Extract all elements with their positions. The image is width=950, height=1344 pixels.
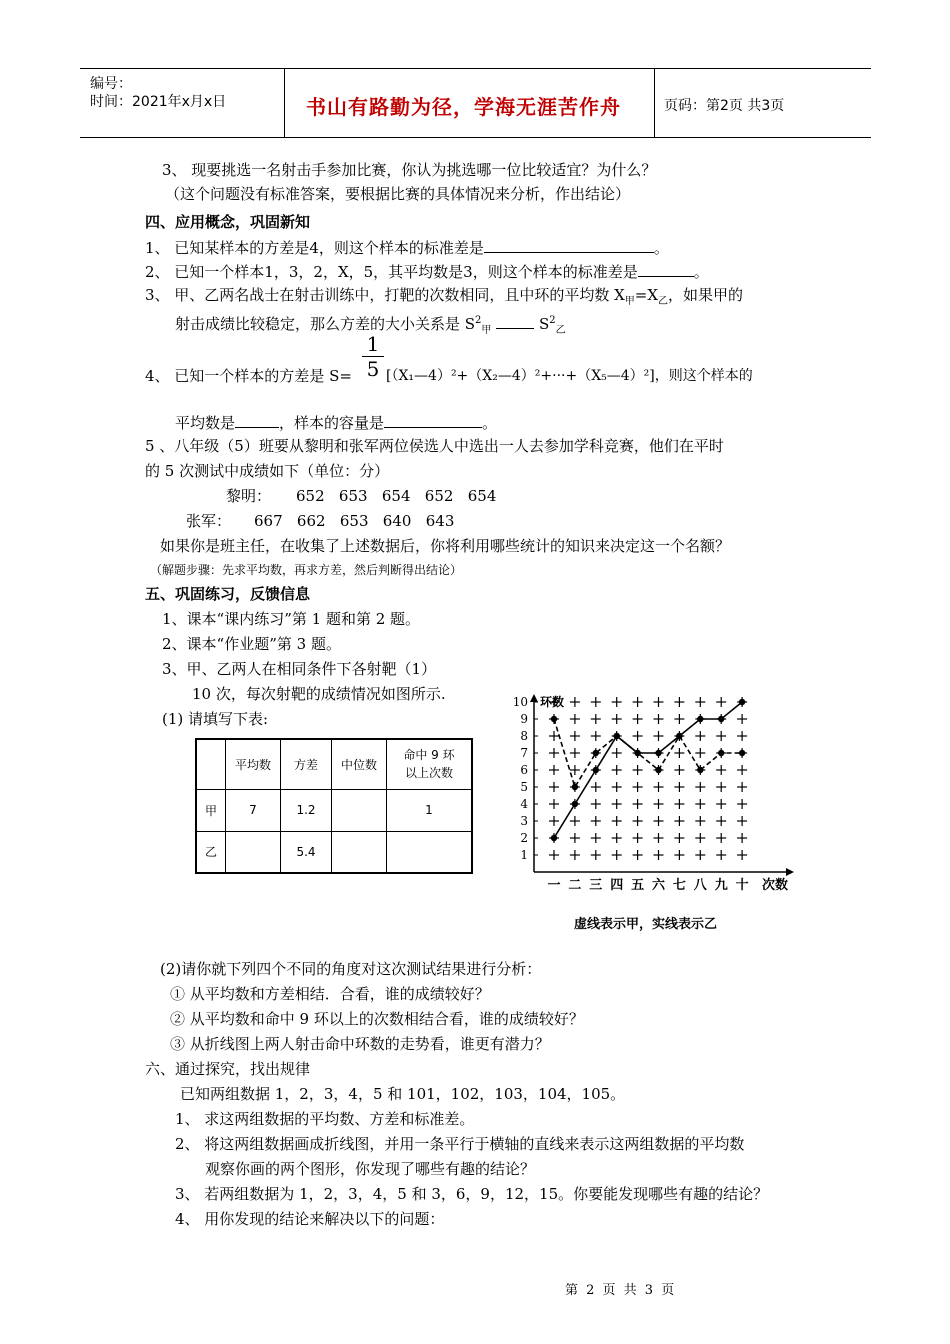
data-point-甲	[593, 750, 599, 756]
question-3: 3、 现要挑选一名射击手参加比赛，你认为挑选哪一位比较适宜？为什么？	[162, 161, 657, 179]
x-tick-label: 五	[631, 878, 645, 893]
answer-blank[interactable]	[496, 312, 534, 329]
s5-point-1: ① 从平均数和方差相结．合看，谁的成绩较好？	[170, 985, 490, 1003]
data-point-乙	[676, 733, 682, 739]
x-axis-arrow	[786, 868, 794, 876]
data-point-乙	[593, 767, 599, 773]
data-point-甲	[697, 767, 703, 773]
x-tick-label: 七	[672, 878, 686, 893]
data-point-乙	[697, 716, 703, 722]
data-point-乙	[572, 801, 578, 807]
table-header-cell	[196, 739, 226, 789]
data-point-甲	[572, 784, 578, 790]
s4-question-2: 2、 已知一个样本1，3，2，X，5，其平均数是3，则这个样本的标准差是 。	[145, 260, 709, 282]
x-tick-label: 八	[693, 878, 707, 893]
s6-item-4: 4、 用你发现的结论来解决以下的问题：	[175, 1210, 445, 1228]
s4-question-5a: 5 、八年级（5）班要从黎明和张军两位侯选人中选出一人去参加学科竞赛，他们在平时	[145, 437, 724, 455]
data-point-乙	[634, 750, 640, 756]
y-axis-arrow	[530, 694, 538, 702]
s4-question-4-formula: [（X₁—4）²+（X₂—4）²+···+（X₅—4）²]，则这个样本的	[386, 368, 753, 384]
answer-blank[interactable]	[384, 411, 482, 428]
data-point-乙	[614, 733, 620, 739]
data-point-乙	[718, 716, 724, 722]
section-6-heading: 六、通过探究，找出规律	[145, 1060, 311, 1078]
table-row: 乙 5.4	[196, 831, 472, 873]
x-tick-label: 九	[714, 878, 728, 893]
shooting-line-chart	[496, 692, 816, 942]
data-point-甲	[655, 767, 661, 773]
number-label: 编号：	[90, 76, 132, 92]
zhangjun-label: 张军：	[186, 512, 232, 530]
s5-part-2: (2)请你就下列四个不同的角度对这次测试结果进行分析：	[160, 960, 542, 978]
s4-question-3a: 3、 甲、乙两名战士在射击训练中，打靶的次数相同，且中环的平均数 $X_甲=X_乙$，如果甲的	[145, 286, 744, 307]
y-tick-label: 10	[512, 695, 528, 709]
section-4-heading: 四、应用概念，巩固新知	[145, 213, 311, 231]
s6-item-3: 3、 若两组数据为 1，2，3，4，5 和 3，6，9，12，15。你要能发现哪些有趣的结论？	[175, 1185, 769, 1203]
header-divider	[284, 69, 285, 137]
page-info: 页码：第2页 共3页	[664, 98, 785, 114]
series-line-乙	[554, 702, 742, 838]
y-tick-label: 2	[520, 831, 528, 845]
table-header-variance: 方差	[281, 739, 332, 789]
s4-question-4b: 平均数是 ，样本的容量是 。	[175, 411, 497, 433]
page-header	[80, 68, 871, 138]
x-tick-label: 二	[568, 878, 582, 893]
zhangjun-scores: 667 662 653 640 643	[254, 512, 455, 530]
y-tick-label: 7	[520, 746, 528, 760]
answer-blank[interactable]	[638, 260, 694, 277]
table-row: 甲 7 1.2 1	[196, 789, 472, 831]
y-tick-label: 8	[520, 729, 528, 743]
table-header-median: 中位数	[332, 739, 387, 789]
s4-question-4a: 4、 已知一个样本的方差是 S=	[145, 367, 352, 385]
data-point-乙	[655, 750, 661, 756]
header-divider	[654, 69, 655, 137]
score-table	[195, 738, 473, 874]
x-tick-label: 三	[589, 878, 603, 893]
s4-question-5-hint: （解题步骤：先求平均数，再求方差，然后判断得出结论）	[150, 563, 463, 577]
fraction-one-fifth: 1 5	[362, 333, 384, 380]
s6-item-2a: 2、 将这两组数据画成折线图，并用一条平行于横轴的直线来表示这两组数据的平均数	[175, 1135, 745, 1153]
y-tick-label: 4	[520, 797, 528, 811]
data-point-甲	[551, 716, 557, 722]
s6-intro: 已知两组数据 1，2，3，4，5 和 101，102，103，104，105。	[180, 1085, 626, 1103]
table-header-hits: 命中 9 环 以上次数	[387, 739, 473, 789]
x-tick-label: 六	[651, 878, 666, 893]
y-tick-label: 6	[520, 763, 528, 777]
motto: 书山有路勤为径，学海无涯苦作舟	[306, 95, 621, 119]
s5-item-1: 1、课本“课内练习”第 1 题和第 2 题。	[162, 610, 421, 628]
s6-item-1: 1、 求这两组数据的平均数、方差和标准差。	[175, 1110, 475, 1128]
y-tick-label: 1	[520, 848, 528, 862]
page-footer: 第 2 页 共 3 页	[565, 1283, 677, 1298]
y-tick-label: 5	[520, 780, 528, 794]
liming-label: 黎明：	[226, 487, 272, 505]
data-point-乙	[739, 699, 745, 705]
s6-item-2b: 观察你画的两个图形，你发现了哪些有趣的结论？	[205, 1160, 536, 1178]
s5-point-3: ③ 从折线图上两人射击命中环数的走势看，谁更有潜力？	[170, 1035, 550, 1053]
s4-question-3b: 射击成绩比较稳定，那么方差的大小关系是 $S^2_甲$ $S^2_乙$	[175, 311, 566, 341]
y-tick-label: 9	[520, 712, 528, 726]
question-3-note: （这个问题没有标准答案，要根据比赛的具体情况来分析，作出结论）	[165, 185, 631, 203]
s5-item-3c: (1) 请填写下表:	[162, 710, 269, 728]
y-tick-label: 3	[520, 814, 528, 828]
x-tick-label: 一	[547, 878, 561, 893]
answer-blank[interactable]	[235, 411, 279, 428]
s4-question-1: 1、 已知某样本的方差是4，则这个样本的标准差是 。	[145, 236, 669, 258]
s5-point-2: ② 从平均数和命中 9 环以上的次数相结合看，谁的成绩较好？	[170, 1010, 584, 1028]
s5-item-3b: 10 次，每次射靶的成绩情况如图所示.	[192, 685, 446, 703]
s5-item-3a: 3、甲、乙两人在相同条件下各射靶（1）	[162, 660, 437, 678]
y-axis-label: 环数	[540, 695, 565, 709]
x-tick-label: 四	[610, 878, 624, 893]
date-label: 时间：2021年x月x日	[90, 94, 227, 110]
data-point-甲	[718, 750, 724, 756]
x-axis-label: 次数	[762, 878, 789, 893]
answer-blank[interactable]	[484, 236, 654, 253]
s5-item-2: 2、课本“作业题”第 3 题。	[162, 635, 341, 653]
table-header-mean: 平均数	[226, 739, 281, 789]
chart-caption: 虚线表示甲，实线表示乙	[574, 917, 718, 932]
liming-scores: 652 653 654 652 654	[296, 487, 497, 505]
s4-question-5c: 如果你是班主任，在收集了上述数据后，你将利用哪些统计的知识来决定这一个名额？	[160, 537, 731, 555]
data-point-甲	[739, 750, 745, 756]
section-5-heading: 五、巩固练习，反馈信息	[145, 585, 311, 603]
x-tick-label: 十	[735, 878, 749, 893]
s4-question-5b: 的 5 次测试中成绩如下（单位：分）	[145, 462, 390, 480]
data-point-乙	[551, 835, 557, 841]
